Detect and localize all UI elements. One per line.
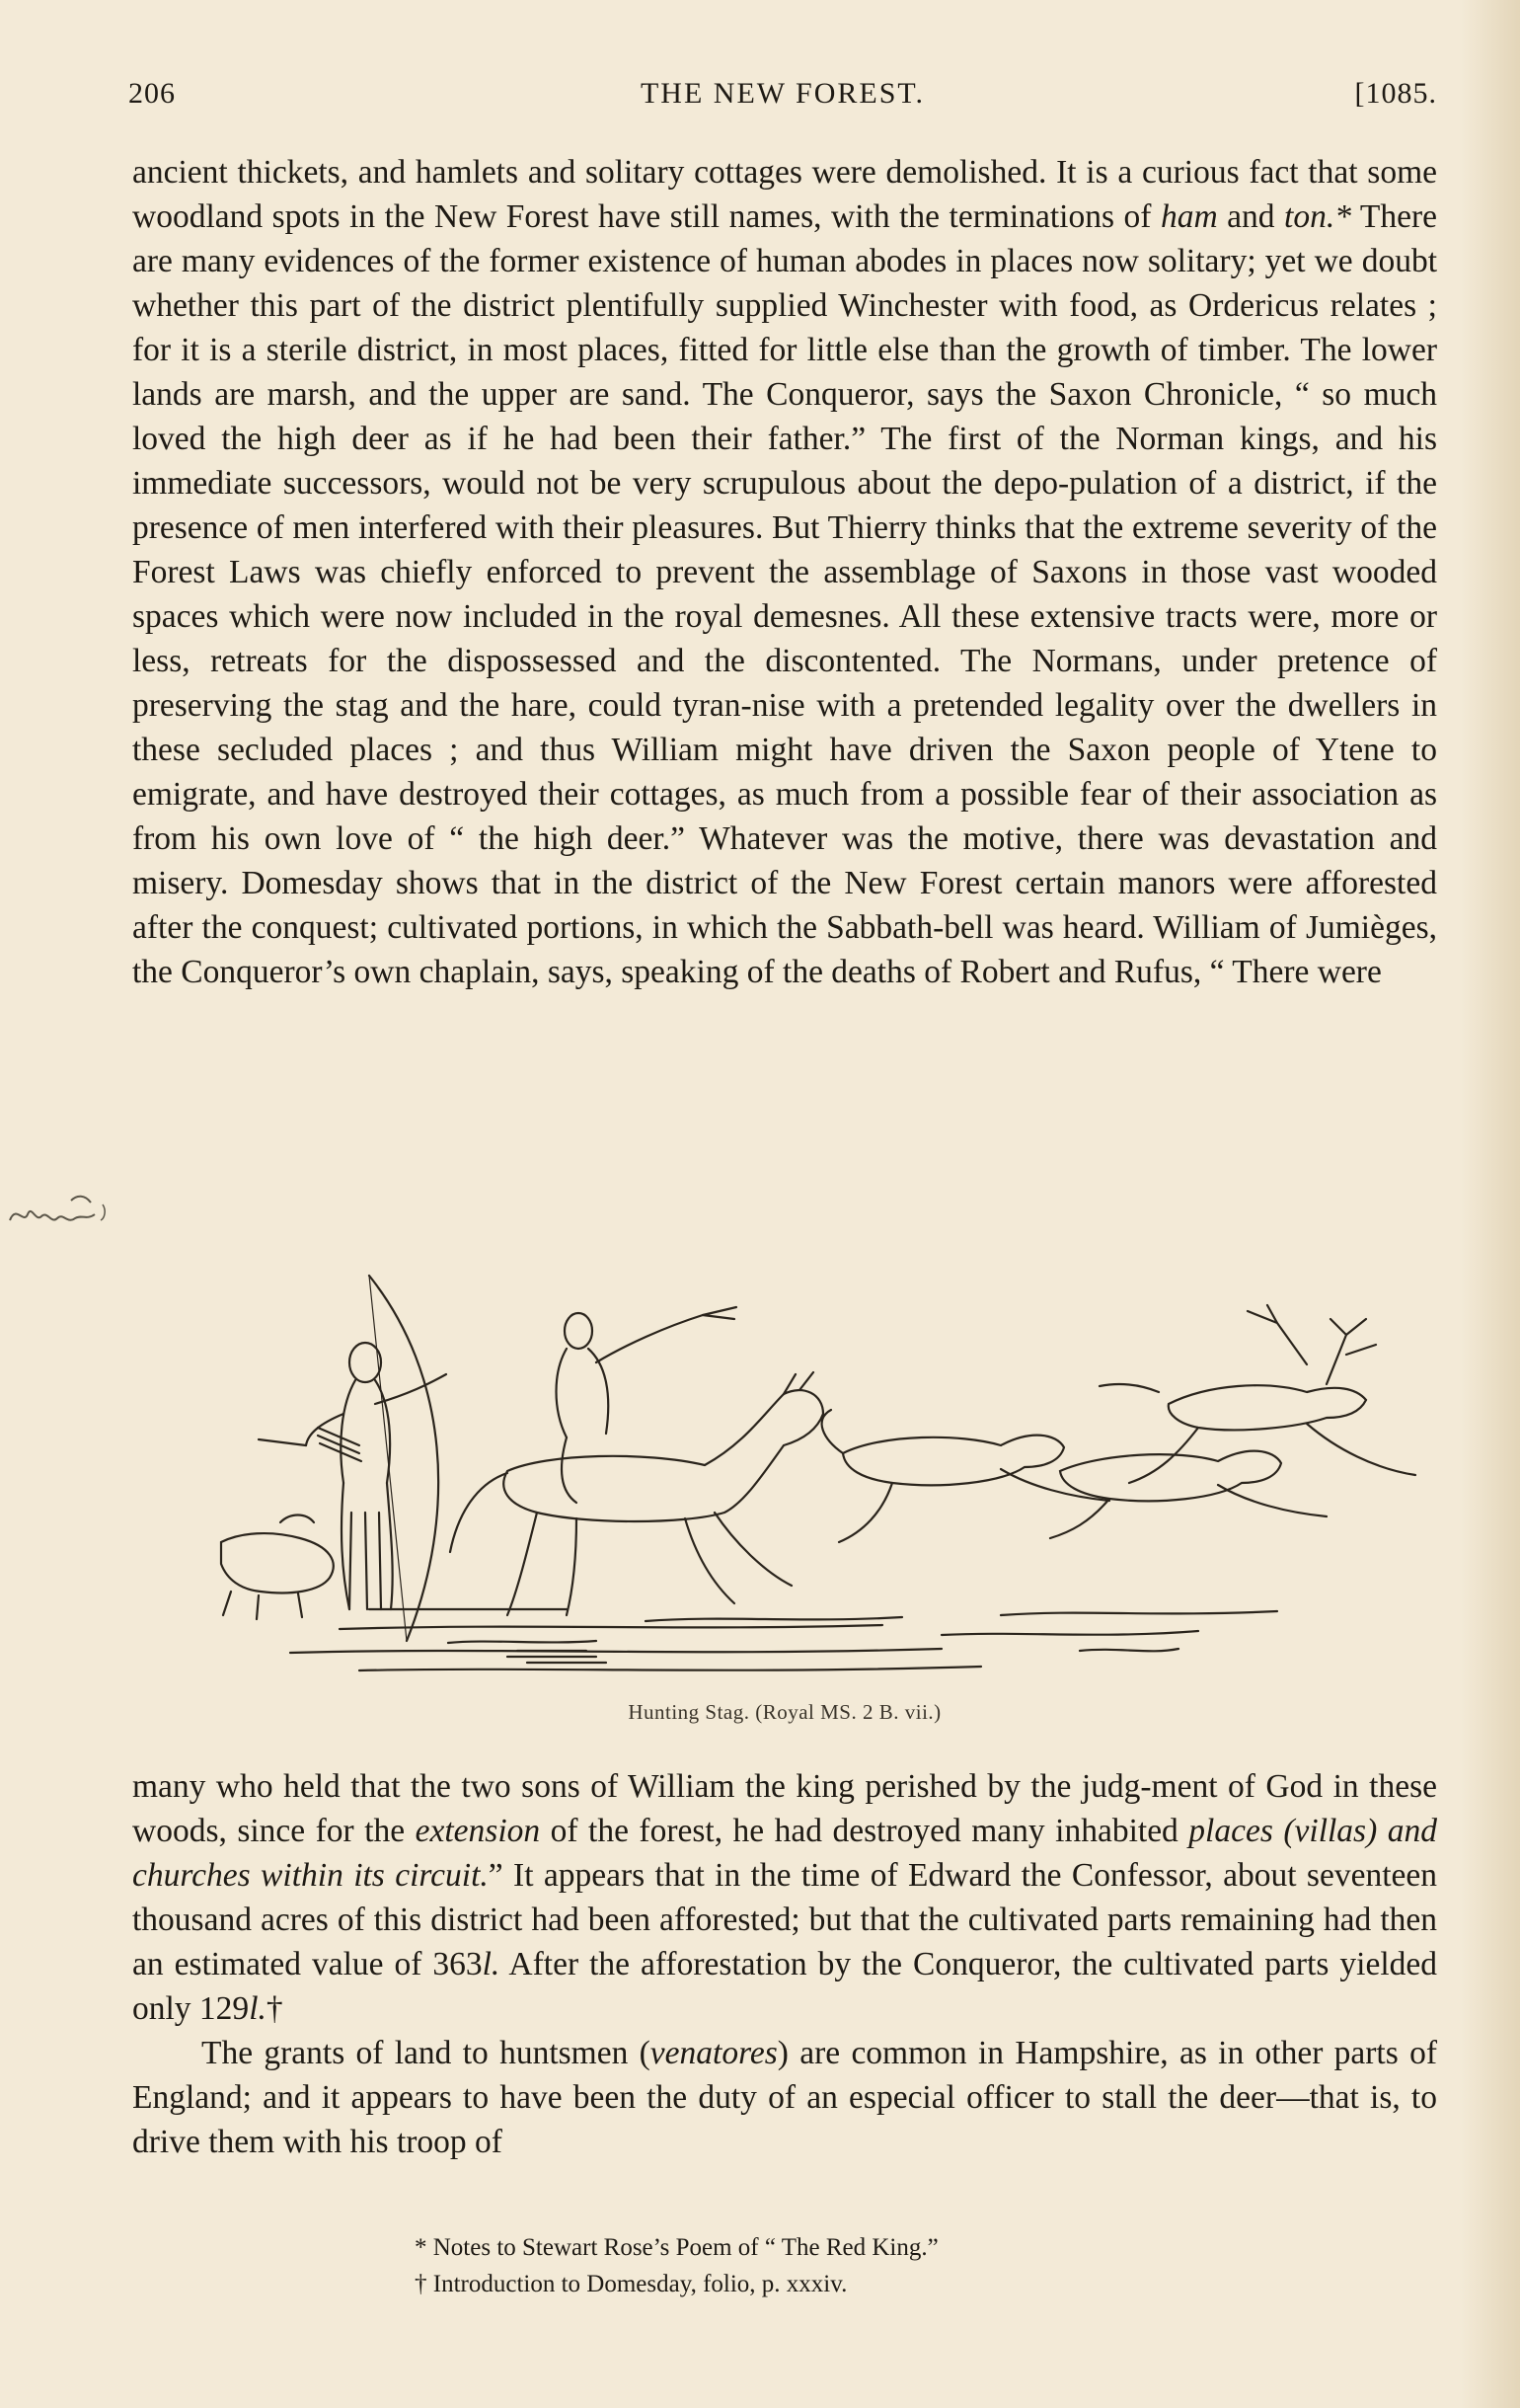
text-run: ancient thickets, and hamlets and solitary cottages were demolished. It is a curious fact that some woodland spots in the New Forest have still names, with the terminations of xyxy=(132,154,1437,235)
text-run-italic: ton.* xyxy=(1284,198,1351,235)
hunting-stag-drawing xyxy=(132,1216,1437,1690)
text-run: ) are common in Hampshire, as in other parts of England; and it appears to have been the duty of an especial officer to stall the deer—that is, to drive them with his troop of xyxy=(132,2035,1437,2160)
text-run: many who held that the two sons of William the king perished by the judg-ment of God in these woods, since for the xyxy=(132,1768,1437,1849)
text-run-italic: extension xyxy=(415,1813,541,1849)
paragraph-bottom-1 xyxy=(132,1764,1437,2031)
text-run: of the forest, he had destroyed many inhabited xyxy=(540,1813,1189,1849)
running-header xyxy=(128,77,1437,117)
margin-scribble xyxy=(6,1175,114,1234)
figure-caption: Hunting Stag. (Royal MS. 2 B. vii.) xyxy=(628,1700,942,1724)
page-edge-shadow xyxy=(1461,0,1520,2408)
text-run: † xyxy=(266,1990,283,2027)
footnote-2: † Introduction to Domesday, folio, p. xxxiv. xyxy=(415,2271,848,2297)
horse-rider-figure xyxy=(450,1307,823,1615)
text-run-italic: ham xyxy=(1160,198,1218,235)
text-run: and xyxy=(1217,198,1285,235)
text-run: After the afforestation by the Conqueror, the cultivated parts yielded only 129 xyxy=(132,1946,1437,2027)
paragraph-bottom-2 xyxy=(132,2031,1437,2164)
text-run-italic: l. xyxy=(482,1946,500,1982)
archer-figure xyxy=(221,1276,446,1641)
page-number: 206 xyxy=(128,77,176,110)
footnotes xyxy=(415,2229,1303,2302)
text-run: The grants of land to huntsmen ( xyxy=(201,2035,650,2071)
text-run: ” It appears that in the time of Edward the Confessor, about seventeen thousand acres of this district had been afforested; but that the cultivated parts remaining had then an estimated value of 363 xyxy=(132,1857,1438,1982)
hunting-illustration xyxy=(132,1216,1437,1724)
body-text-top xyxy=(132,150,1437,994)
paragraph-top xyxy=(132,150,1437,994)
running-title: THE NEW FOREST. xyxy=(640,77,926,110)
body-text-bottom xyxy=(132,1764,1437,2164)
running-date: [1085. xyxy=(1354,77,1437,110)
text-run-italic: l. xyxy=(249,1990,266,2027)
stag-figure xyxy=(1100,1305,1415,1483)
footnote-1: * Notes to Stewart Rose’s Poem of “ The Red King.” xyxy=(415,2234,939,2261)
text-run: There are many evidences of the former existence of human abodes in places now solitary; yet we doubt whether this part of the district plentifully supplied Winchester with food, as Ordericus relates ; for it is a sterile district, in most places, fitted for little else than the growth of timber. The lower lands are marsh, and the upper are sand. The Conqueror, says the Saxon Chronicle, “ so much loved the high deer as if he had been their father.” The first of the Norman kings, and his immediate successors, would not be very scrupulous about the depo-pulation of a district, if the presence of men interfered with their pleasures. But Thierry thinks that the extreme severity of the Forest Laws was chiefly enforced to prevent the assemblage of Saxons in those vast wooded spaces which were now included in the royal demesnes. All these extensive tracts were, more or less, retreats for the dispossessed and the discontented. The Normans, under pretence of preserving the stag and the hare, could tyran-nise with a pretended legality over the dwellers in these secluded places ; and thus William might have driven the Saxon people of Ytene to emigrate, and have destroyed their cottages, as much from a possible fear of their association as from his own love of “ the high deer.” Whatever was the motive, there was devastation and misery. Domesday shows that in the district of the New Forest certain manors were afforested after the conquest; cultivated portions, in which the Sabbath-bell was heard. William of Jumièges, the Conqueror’s own chaplain, says, speaking of the deaths of Robert and Rufus, “ There were xyxy=(132,198,1437,990)
text-run-italic: places (villas) and churches within its circuit. xyxy=(132,1813,1437,1894)
text-run-italic: venatores xyxy=(649,2035,778,2071)
